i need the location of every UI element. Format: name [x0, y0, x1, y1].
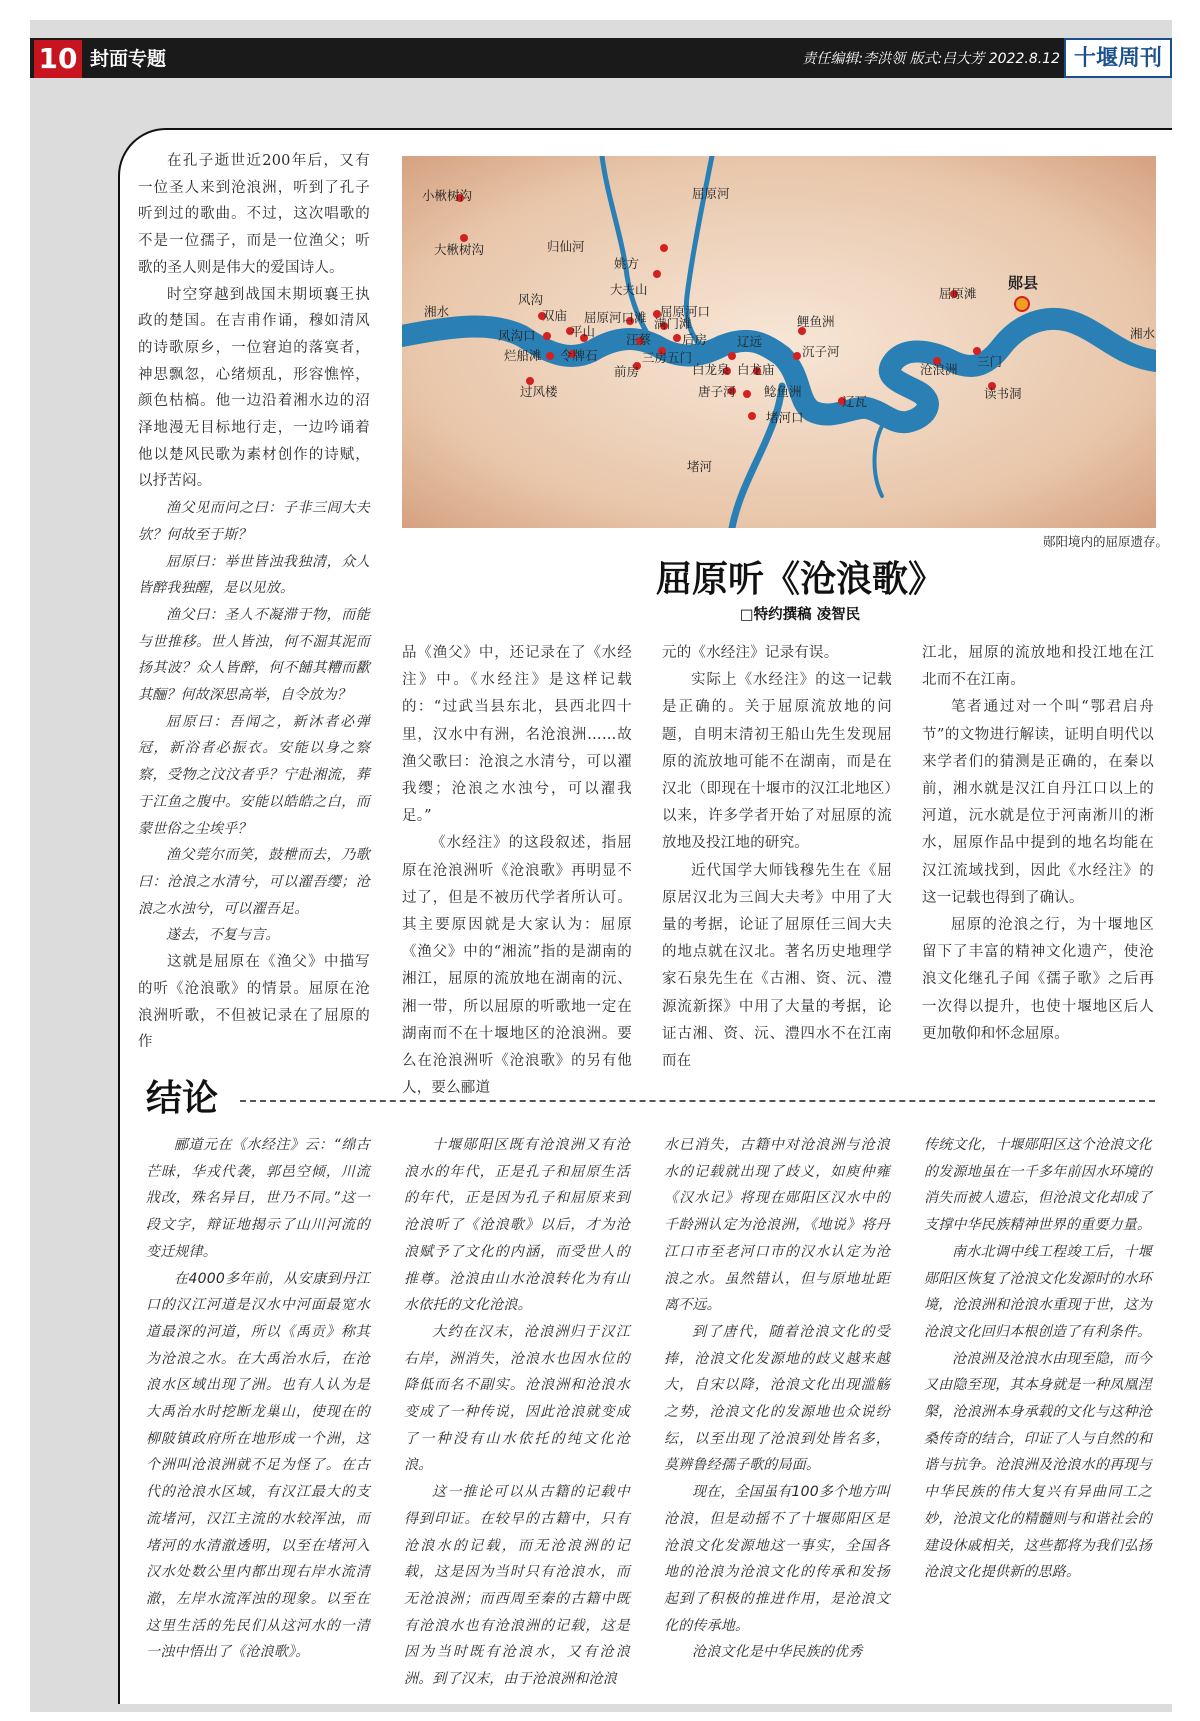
map-label: 白龙泉	[692, 362, 730, 377]
paragraph: 《水经注》的这段叙述，指屈原在沧浪洲听《沧浪歌》再明显不过了，但是不被历代学者所认可。其主要原因就是大家认为：屈原《渔父》中的“湘流”指的是湖南的湘江，屈原的流放地在湖南的沅、湘一带，所以屈原的听歌地一定在湖南而不在十堰地区的沧浪洲。要么在沧浪洲听《沧浪歌》的另有他人，要么郦道	[402, 835, 632, 1097]
conclusion-divider	[240, 1100, 1155, 1102]
map-label: 读书洞	[984, 386, 1022, 401]
paragraph: 现在，全国虽有100多个地方叫沧浪，但是动摇不了十堰郧阳区是沧浪文化发源地这一事实，全国各地的沧浪为沧浪文化的传承和发扬起到了积极的推进作用，是沧浪文化的传承地。	[664, 1484, 890, 1634]
map-label: 沧浪洲	[920, 362, 958, 377]
paragraph: 十堰郧阳区既有沧浪洲又有沧浪水的年代，正是孔子和屈原生活的年代，正是因为孔子和屈原来到沧浪听了《沧浪歌》以后，才为沧浪赋予了文化的内涵，而受世人的推尊。沧浪由山水沧浪转化为有山水依托的文化沧浪。	[404, 1137, 630, 1314]
article-column-4	[922, 640, 1154, 1048]
article-column-1	[138, 148, 370, 1056]
paragraph: 郦道元在《水经注》云：“绵古芒昧，华戎代袭，郭邑空倾，川流戕改，殊名异目，世乃不同。”这一段文字，辩证地揭示了山川河流的变迁规律。	[146, 1137, 370, 1260]
poem-line: 遂去，不复与言。	[166, 927, 280, 944]
paragraph: 在孔子逝世近200年后，又有一位圣人来到沧浪洲，听到了孔子听到过的歌曲。不过，这次唱歌的不是一位孺子，而是一位渔父；听歌的圣人则是伟大的爱国诗人。	[138, 153, 370, 276]
paragraph: 到了唐代，随着沧浪文化的受捧，沧浪文化发源地的歧义越来越大，自宋以降，沧浪文化出现滥觞之势，沧浪文化的发源地也众说纷纭，以至出现了沧浪到处皆名多，莫辨鲁经孺子歌的局面。	[664, 1323, 890, 1474]
map-label: 辽瓦	[842, 394, 868, 409]
poem-line: 渔父曰：圣人不凝滞于物，而能与世推移。世人皆浊，何不淈其泥而扬其波？众人皆醉，何不餔其糟而歠其酾？何故深思高举，自令放为？	[138, 606, 370, 704]
paragraph: 品《渔父》中，还记录在了《水经注》中。《水经注》是这样记载的：“过武当县东北，县西北四十里，汉水中有洲，名沧浪洲……故渔父歌曰：沧浪之水清兮，可以濯我缨；沧浪之水浊兮，可以濯我足。”	[402, 645, 632, 825]
paragraph: 实际上《水经注》的这一记载是正确的。关于屈原流放地的问题，自明末清初王船山先生发现屈原的流放地可能不在湖南，而是在汉北（即现在十堰市的汉江北地区）以来，许多学者开始了对屈原的流放地及投江地的研究。	[662, 672, 892, 852]
paragraph: 这就是屈原在《渔父》中描写的听《沧浪歌》的情景。屈原在沧浪洲听歌，不但被记录在了屈原的作	[138, 954, 370, 1051]
map-label: 三门	[977, 354, 1003, 369]
map-label: 堵河口	[766, 410, 804, 425]
conclusion-title: 结论	[146, 1077, 219, 1119]
paragraph: 江北，屈原的流放地和投江地在江北而不在江南。	[922, 645, 1154, 689]
article-column-2	[402, 640, 632, 1102]
map-label: 屈原滩	[939, 286, 977, 301]
county-seat-marker	[1015, 297, 1029, 311]
map-label: 汪蔡	[626, 332, 652, 347]
map-label: 令牌石	[560, 348, 598, 363]
map-label: 姚方	[614, 256, 640, 271]
map-label: 大楸树沟	[434, 242, 485, 257]
section-title: 封面专题	[90, 48, 167, 70]
map-label: 风沟	[518, 292, 544, 307]
map-label: 前房	[614, 364, 640, 379]
map-label: 鲶鱼洲	[764, 384, 802, 399]
map-label: 湘水	[424, 304, 450, 319]
paragraph: 沧浪文化是中华民族的优秀	[692, 1644, 863, 1661]
map-label: 唐子河	[698, 384, 736, 399]
map-label: 湘水	[1130, 326, 1156, 341]
paragraph: 南水北调中线工程竣工后，十堰郧阳区恢复了沧浪文化发源时的水环境，沧浪洲和沧浪水重现于世，这为沧浪文化回归本根创造了有利条件。	[924, 1243, 1152, 1340]
paragraph: 大约在汉末，沧浪洲归于汉江右岸，洲消失，沧浪水也因水位的降低而名不副实。沧浪洲和沧浪水变成了一种传说，因此沧浪就变成了一种没有山水依托的纯文化沧浪。	[404, 1323, 630, 1474]
poem-line: 屈原曰：吾闻之，新沐者必弹冠，新浴者必振衣。安能以身之察察，受物之汶汶者乎？宁赴湘流，葬于江鱼之腹中。安能以皓皓之白，而蒙世俗之尘埃乎？	[138, 713, 370, 837]
map-label: 后房	[682, 332, 708, 347]
map-label: 郧县	[1008, 274, 1039, 292]
map-label: 平山	[570, 324, 596, 339]
paragraph: 这一推论可以从古籍的记载中得到印证。在较早的古籍中，只有沧浪水的记载，而无沧浪洲的记载，这是因为当时只有沧浪水，而无沧浪洲；而西周至秦的古籍中既有沧浪水也有沧浪洲的记载，这是因为当时既有沧浪水，又有沧浪洲。到了汉末，由于沧浪洲和沧浪	[404, 1484, 630, 1688]
map-label: 小楸树沟	[422, 188, 473, 203]
map-label: 沉子河	[802, 344, 840, 359]
map-label: 屈原河口滩	[584, 310, 647, 325]
conclusion-column-4	[924, 1132, 1152, 1586]
paragraph: 元的《水经注》记录有误。	[662, 645, 839, 661]
map-label: 大夫山	[610, 282, 648, 297]
poem-line: 渔父莞尔而笑，鼓枻而去，乃歌曰：沧浪之水清兮，可以濯吾缨；沧浪之水浊兮，可以濯吾足。	[138, 847, 370, 917]
map-svg	[402, 156, 1156, 528]
map-label: 过风楼	[520, 384, 558, 399]
map-label: 辽远	[737, 334, 763, 349]
poem-line: 屈原曰：举世皆浊我独清，众人皆醉我独醒，是以见放。	[138, 553, 370, 597]
map-label: 鲤鱼洲	[797, 314, 835, 329]
map-label: 满门滩	[654, 316, 692, 331]
map-label: 白龙庙	[737, 362, 775, 377]
paragraph: 时空穿越到战国末期顷襄王执政的楚国。在吉甫作诵，穆如清风的诗歌原乡，一位窘迫的落寞者，神思飘忽，心绪烦乱，形容憔悴，颜色枯槁。他一边沿着湘水边的沼泽地漫无目标地行走，一边吟诵着他以楚风民歌为素材创作的诗赋，以抒苦闷。	[138, 286, 370, 490]
paragraph: 水已消失，古籍中对沧浪洲与沧浪水的记载就出现了歧义，如庾仲雍《汉水记》将现在郧阳区汉水中的千龄洲认定为沧浪洲，《地说》将丹江口市至老河口市的汉水认定为沧浪之水。虽然错认，但与原地址距离不远。	[664, 1137, 890, 1314]
article-title: 屈原听《沧浪歌》	[655, 558, 944, 600]
editor-credits: 责任编辑:李洪领 版式:吕大芳 2022.8.12	[802, 51, 1060, 67]
map-caption: 郧阳境内的屈原遗存。	[1042, 534, 1168, 549]
paragraph: 在4000多年前，从安康到丹江口的汉江河道是汉水中河面最宽水道最深的河道，所以《禹贡》称其为沧浪之水。在大禹治水后，在沧浪水区域出现了洲。也有人认为是大禹治水时挖断龙巢山，使现在的柳陂镇政府所在地形成一个洲，这个洲叫沧浪洲就不足为怪了。在古代的沧浪水区域，有汉江最大的支流堵河，汉江主流的水较浑浊，而堵河的水清澈透明，以至在堵河入汉水处数公里内都出现右岸水流清澈，左岸水流浑浊的现象。以至在这里生活的先民们从这河水的一清一浊中悟出了《沧浪歌》。	[146, 1270, 370, 1661]
paragraph: 屈原的沧浪之行，为十堰地区留下了丰富的精神文化遗产，使沧浪文化继孔子闻《孺子歌》之后再一次得以提升，也使十堰地区后人更加敬仰和怀念屈原。	[922, 917, 1154, 1042]
masthead-logo: 十堰周刊	[1064, 38, 1172, 78]
page-number: 10	[34, 40, 82, 78]
conclusion-column-1	[146, 1132, 370, 1666]
article-byline: □特约撰稿 凌智民	[739, 607, 861, 623]
map-label: 三房五门	[642, 350, 693, 365]
map-figure	[402, 156, 1156, 528]
map-label: 归仙河	[547, 239, 585, 254]
map-label: 风沟口	[498, 328, 536, 343]
conclusion-column-3	[664, 1132, 890, 1666]
map-label: 烂船滩	[504, 348, 542, 363]
map-label: 双庙	[542, 308, 568, 323]
paragraph: 传统文化，十堰郧阳区这个沧浪文化的发源地虽在一千多年前因水环境的消失而被人遗忘，但沧浪文化却成了支撑中华民族精神世界的重要力量。	[924, 1137, 1152, 1234]
article-column-3	[662, 640, 892, 1075]
map-label: 屈原河	[692, 186, 730, 201]
paragraph: 沧浪洲及沧浪水由现至隐，而今又由隐至现，其本身就是一种凤凰涅槃，沧浪洲本身承载的文化与这种沧桑传奇的结合，印证了人与自然的和谐与抗争。沧浪洲及沧浪水的再现与中华民族的伟大复兴有异曲同工之妙，沧浪文化的精髓则与和谐社会的建设休戚相关，这些都将为我们弘扬沧浪文化提供新的思路。	[924, 1350, 1152, 1581]
conclusion-column-2	[404, 1132, 630, 1693]
map-label: 堵河	[687, 459, 713, 474]
paragraph: 笔者通过对一个叫“鄂君启舟节”的文物进行解读，证明自明代以来学者们的猜测是正确的，在秦以前，湘水就是汉江自丹江口以上的河道，沅水就是位于河南淅川的淅水，屈原作品中提到的地名均能在汉江流域找到，因此《水经注》的这一记载也得到了确认。	[922, 699, 1154, 906]
paragraph: 近代国学大师钱穆先生在《屈原居汉北为三闾大夫考》中用了大量的考据，论证了屈原任三闾大夫的地点就在汉北。著名历史地理学家石泉先生在《古湘、资、沅、澧源流新探》中用了大量的考据，论证古湘、资、沅、澧四水不在江南而在	[662, 862, 892, 1070]
map-label: 屈原河口	[660, 304, 711, 319]
poem-line: 渔父见而问之曰：子非三闾大夫欤？何故至于斯？	[138, 500, 370, 543]
